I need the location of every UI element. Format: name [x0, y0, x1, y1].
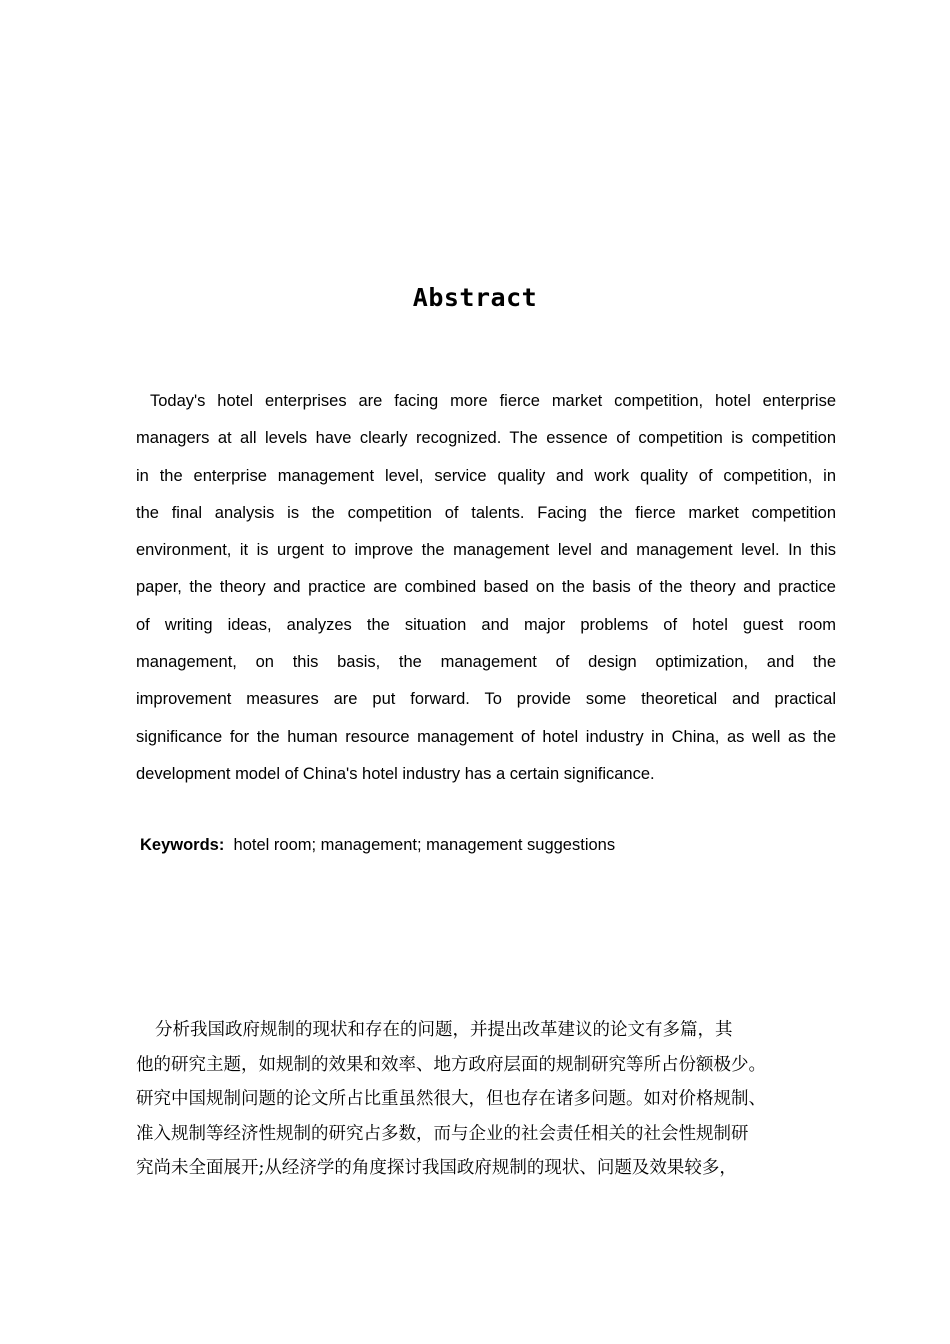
chinese-paragraph: [136, 1015, 836, 1188]
chinese-line: 究尚未全面展开;从经济学的角度探讨我国政府规制的现状、问题及效果较多，: [136, 1158, 737, 1178]
abstract-paragraph: [136, 386, 836, 796]
abstract-line: in the enterprise management level, service quality and work quality of competition, in: [136, 466, 836, 485]
abstract-line: improvement measures are put forward. To provide some theoretical and practical: [136, 690, 836, 709]
abstract-line: environment, it is urgent to improve the management level and management level. In this: [136, 541, 836, 560]
abstract-line: of writing ideas, analyzes the situation and major problems of hotel guest room: [136, 615, 836, 634]
abstract-line: managers at all levels have clearly recognized. The essence of competition is competition: [136, 429, 836, 448]
abstract-line: significance for the human resource management of hotel industry in China, as well as the: [136, 727, 836, 746]
keywords-line: [140, 836, 615, 855]
chinese-line: 研究中国规制问题的论文所占比重虽然很大，但也存在诸多问题。如对价格规制、: [136, 1089, 766, 1109]
chinese-line: 分析我国政府规制的现状和存在的问题，并提出改革建议的论文有多篇，其: [155, 1020, 733, 1040]
abstract-line: paper, the theory and practice are combined based on the basis of the theory and practice: [136, 578, 836, 597]
abstract-title: Abstract: [412, 282, 538, 312]
abstract-line: management, on this basis, the management of design optimization, and the: [136, 653, 836, 672]
abstract-line: Today's hotel enterprises are facing more fierce market competition, hotel enterprise: [150, 392, 836, 410]
abstract-line: the final analysis is the competition of talents. Facing the fierce market competition: [136, 503, 836, 522]
chinese-line: 他的研究主题，如规制的效果和效率、地方政府层面的规制研究等所占份额极少。: [136, 1054, 766, 1075]
abstract-line: development model of China's hotel industry has a certain significance.: [136, 764, 655, 783]
chinese-line: 准入规制等经济性规制的研究占多数，而与企业的社会责任相关的社会性规制研: [136, 1123, 749, 1144]
keywords-label: Keywords:: [140, 836, 225, 854]
keywords-value: hotel room; management; management suggestions: [233, 836, 616, 854]
